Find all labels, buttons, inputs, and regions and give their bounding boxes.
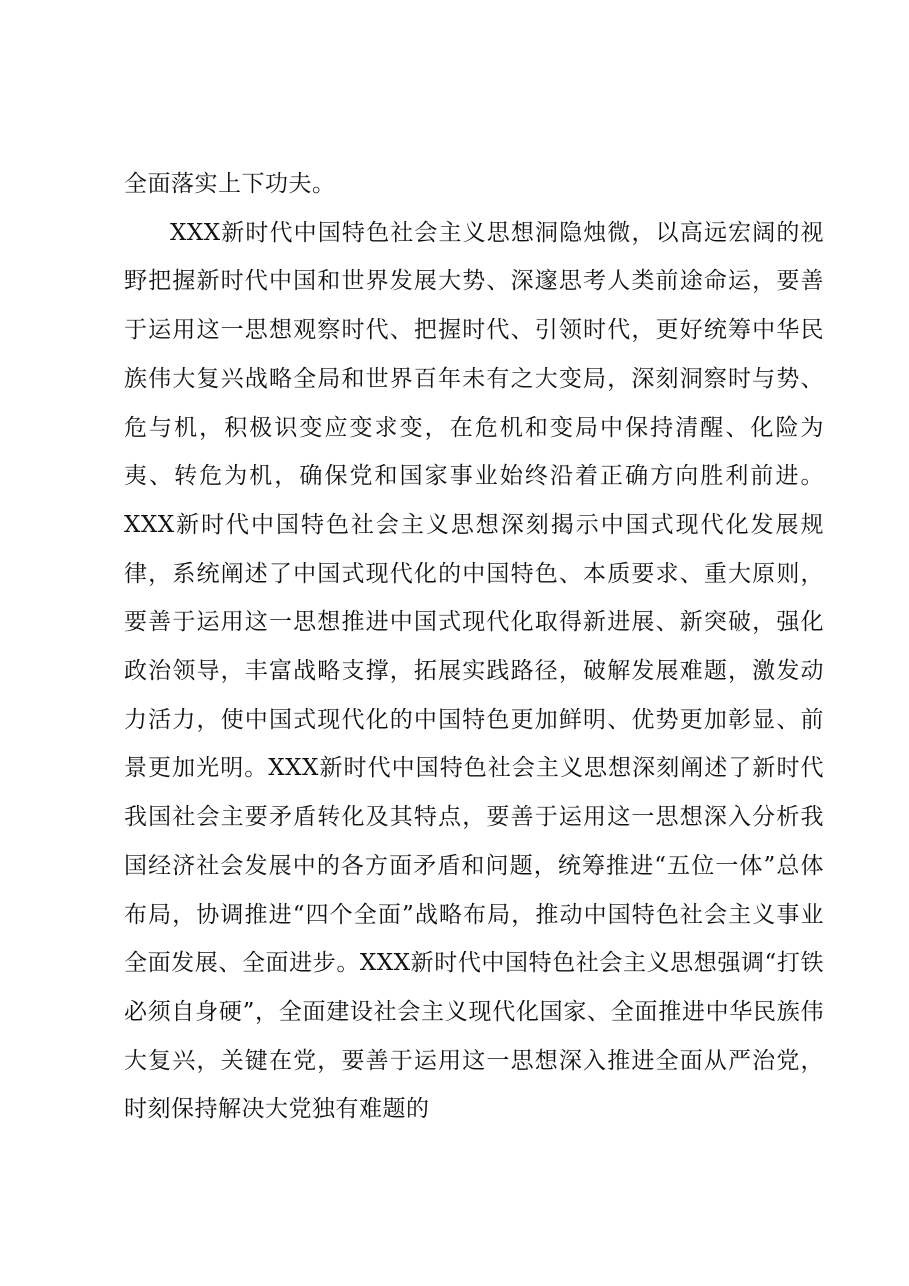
paragraph-main: XXX新时代中国特色社会主义思想洞隐烛微，以高远宏阔的视野把握新时代中国和世界发展大势、深邃思考人类前途命运，要善于运用这一思想观察时代、把握时代、引领时代，更好统筹中华民族伟大复兴战略全局和世界百年未有之大变局，深刻洞察时与势、危与机，积极识变应变求变，在危机和变局中保持清醒、化险为夷、转危为机，确保党和国家事业始终沿着正确方向胜利前进。XXX新时代中国特色社会主义思想深刻揭示中国式现代化发展规律，系统阐述了中国式现代化的中国特色、本质要求、重大原则，要善于运用这一思想推进中国式现代化取得新进展、新突破，强化政治领导，丰富战略支撑，拓展实践路径，破解发展难题，激发动力活力，使中国式现代化的中国特色更加鲜明、优势更加彰显、前景更加光明。XXX新时代中国特色社会主义思想深刻阐述了新时代我国社会主要矛盾转化及其特点，要善于运用这一思想深入分析我国经济社会发展中的各方面矛盾和问题，统筹推进“五位一体”总体布局，协调推进“四个全面”战略布局，推动中国特色社会主义事业全面发展、全面进步。XXX新时代中国特色社会主义思想强调“打铁必须自身硬”，全面建设社会主义现代化国家、全面推进中华民族伟大复兴，关键在党，要善于运用这一思想深入推进全面从严治党，时刻保持解决大党独有难题的 bbox=[124, 219, 824, 1123]
paragraph-continuation: 全面落实上下功夫。 bbox=[124, 171, 336, 197]
document-body bbox=[124, 160, 824, 1134]
